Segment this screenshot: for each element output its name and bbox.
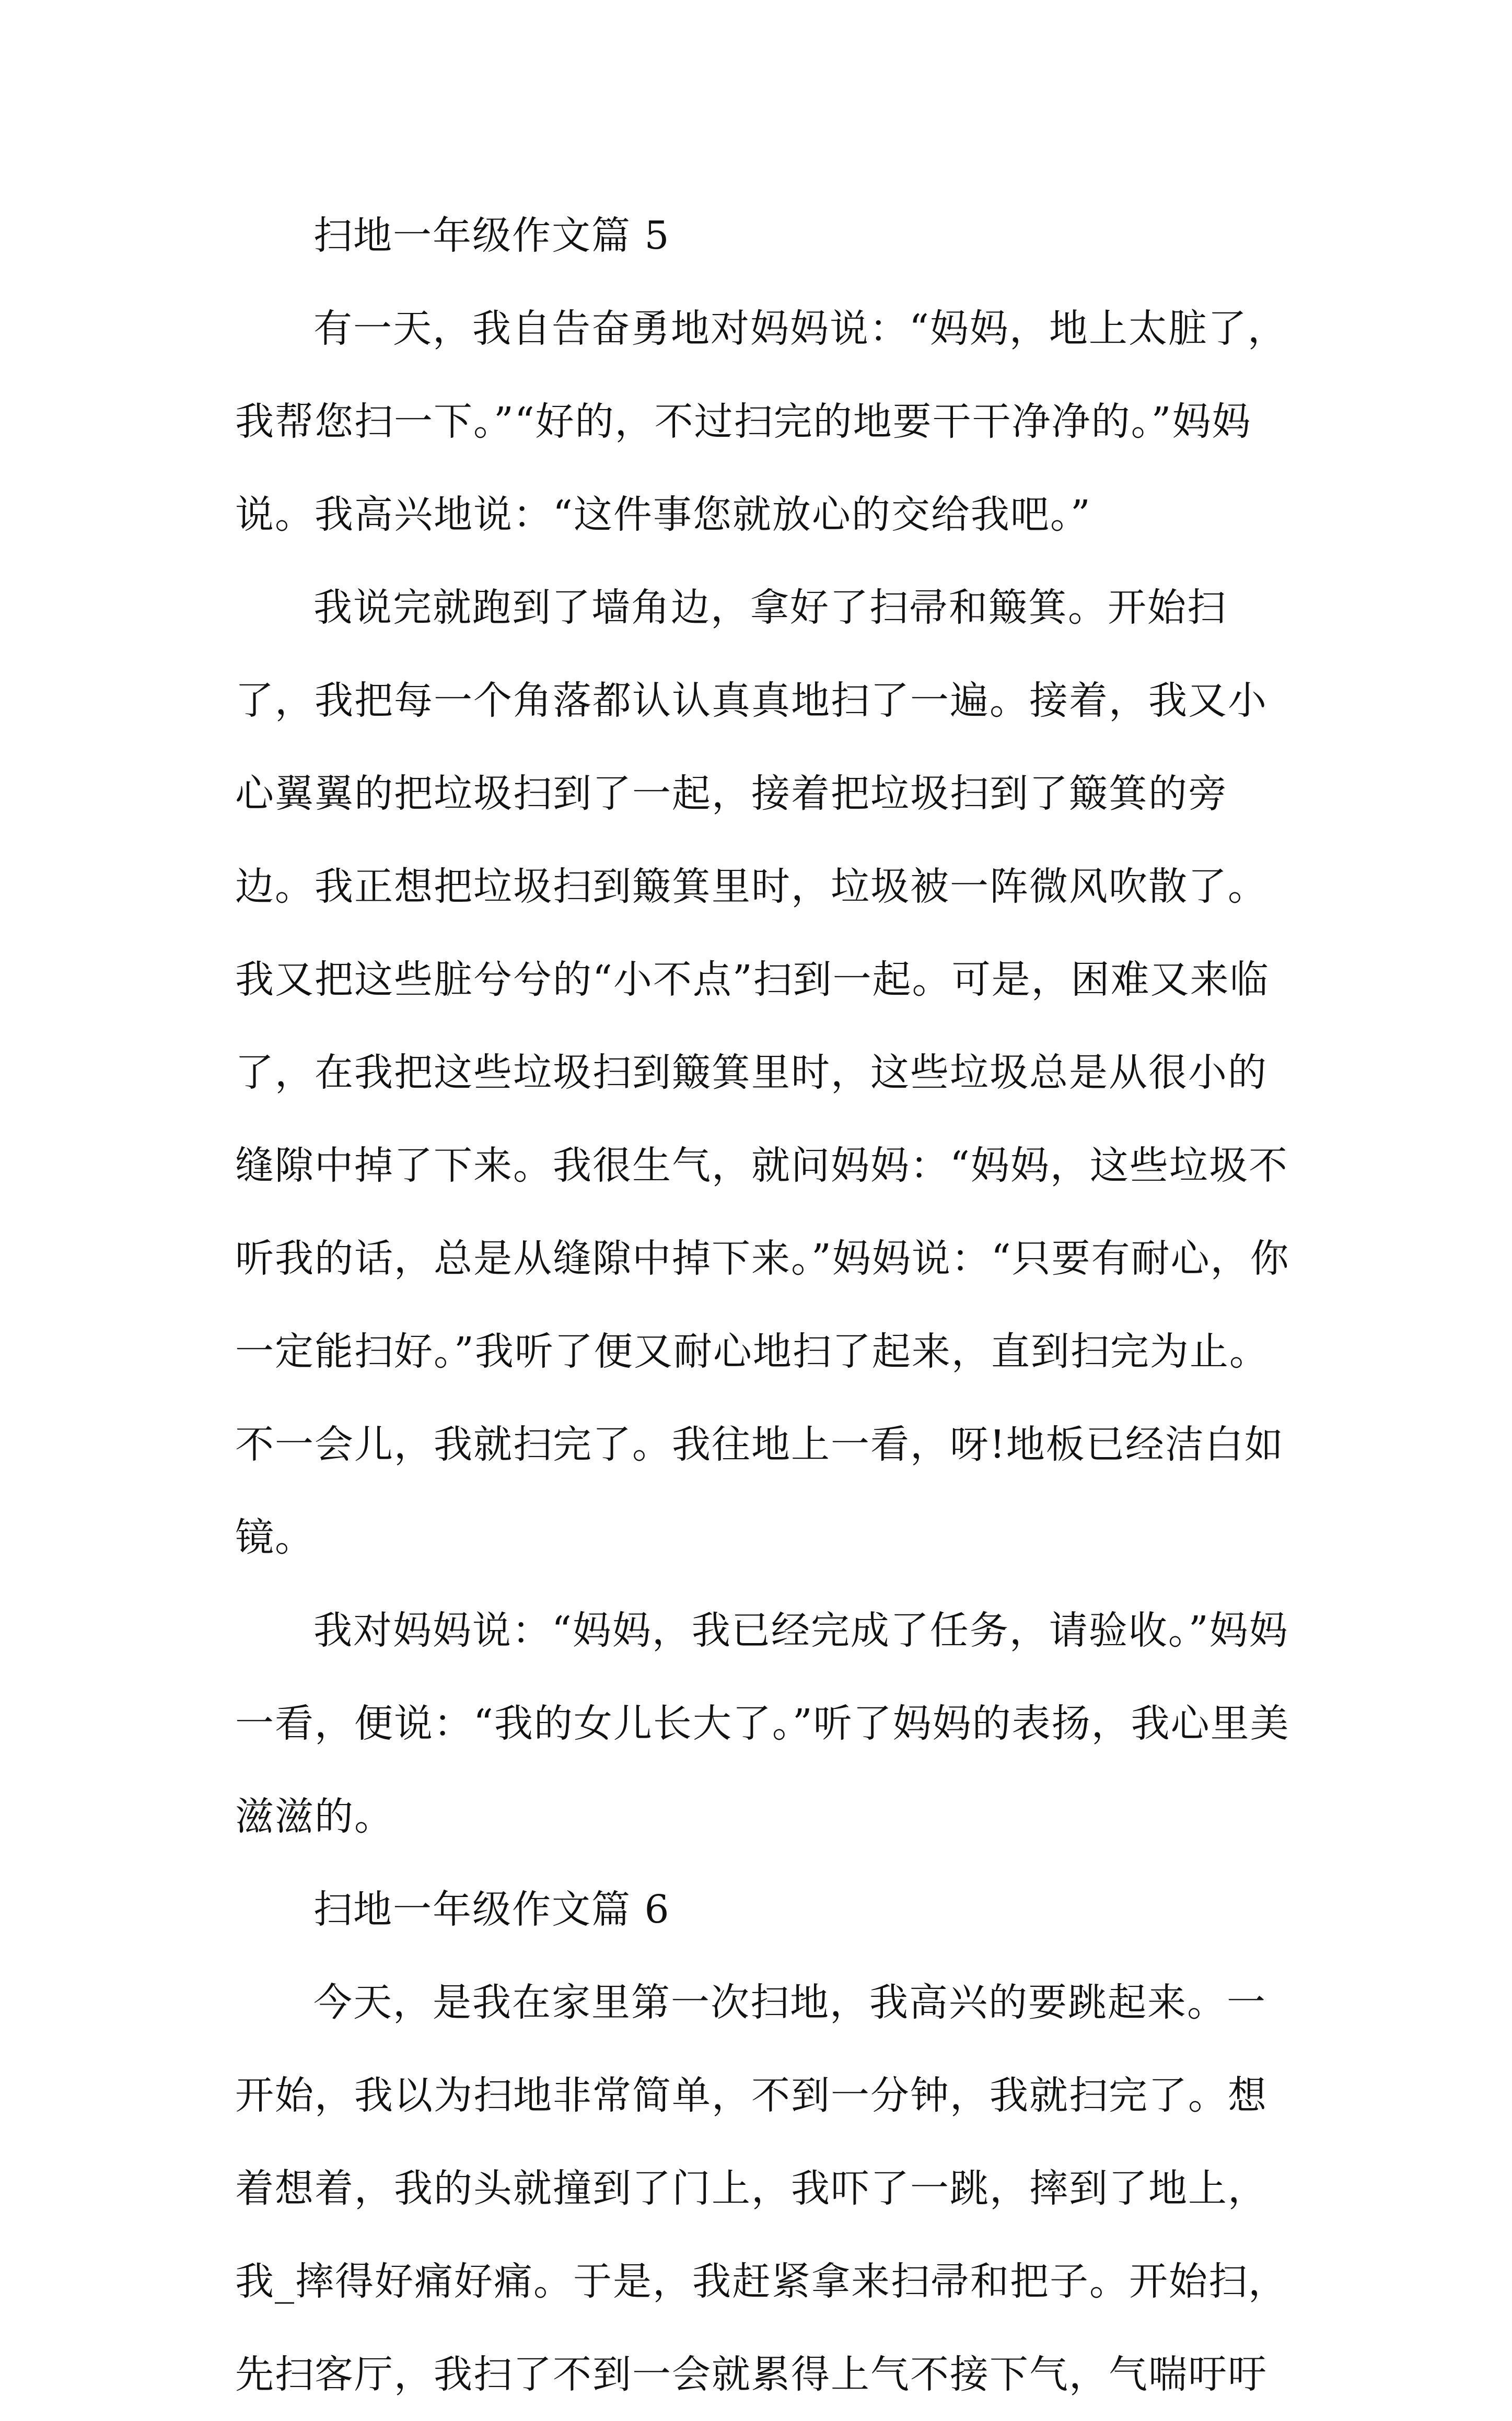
section-5-heading: 扫地一年级作文篇 5 xyxy=(313,213,670,258)
document-body xyxy=(235,189,1301,2421)
section-5-paragraph-1: 有一天，我自告奋勇地对妈妈说：“妈妈，地上太脏了，我帮您扫一下。”“好的，不过扫完的地要干干净净的。”妈妈说。我高兴地说：“这件事您就放心的交给我吧。” xyxy=(235,306,1287,537)
section-6-heading: 扫地一年级作文篇 6 xyxy=(313,1887,670,1932)
section-5-paragraph-3: 我对妈妈说：“妈妈，我已经完成了任务，请验收。”妈妈一看，便说：“我的女儿长大了。”听了妈妈的表扬，我心里美滋滋的。 xyxy=(235,1608,1290,1839)
section-6-paragraph-1: 今天，是我在家里第一次扫地，我高兴的要跳起来。一开始，我以为扫地非常简单，不到一分钟，我就扫完了。想着想着，我的头就撞到了门上，我吓了一跳，摔到了地上，我_摔得好痛好痛。于是，我赶紧拿来扫帚和把子。开始扫，先扫客厅，我扫了不到一会就累得上气不接下气，气喘吁吁 xyxy=(235,1980,1288,2397)
section-5-paragraph-2: 我说完就跑到了墙角边，拿好了扫帚和簸箕。开始扫了，我把每一个角落都认认真真地扫了一遍。接着，我又小心翼翼的把垃圾扫到了一起，接着把垃圾扫到了簸箕的旁边。我正想把垃圾扫到簸箕里时，垃圾被一阵微风吹散了。我又把这些脏兮兮的“小不点”扫到一起。可是，困难又来临了，在我把这些垃圾扫到簸箕里时，这些垃圾总是从很小的缝隙中掉了下来。我很生气，就问妈妈：“妈妈，这些垃圾不听我的话，总是从缝隙中掉下来。”妈妈说：“只要有耐心，你一定能扫好。”我听了便又耐心地扫了起来，直到扫完为止。不一会儿，我就扫完了。我往地上一看，呀!地板已经洁白如镜。 xyxy=(235,585,1290,1560)
